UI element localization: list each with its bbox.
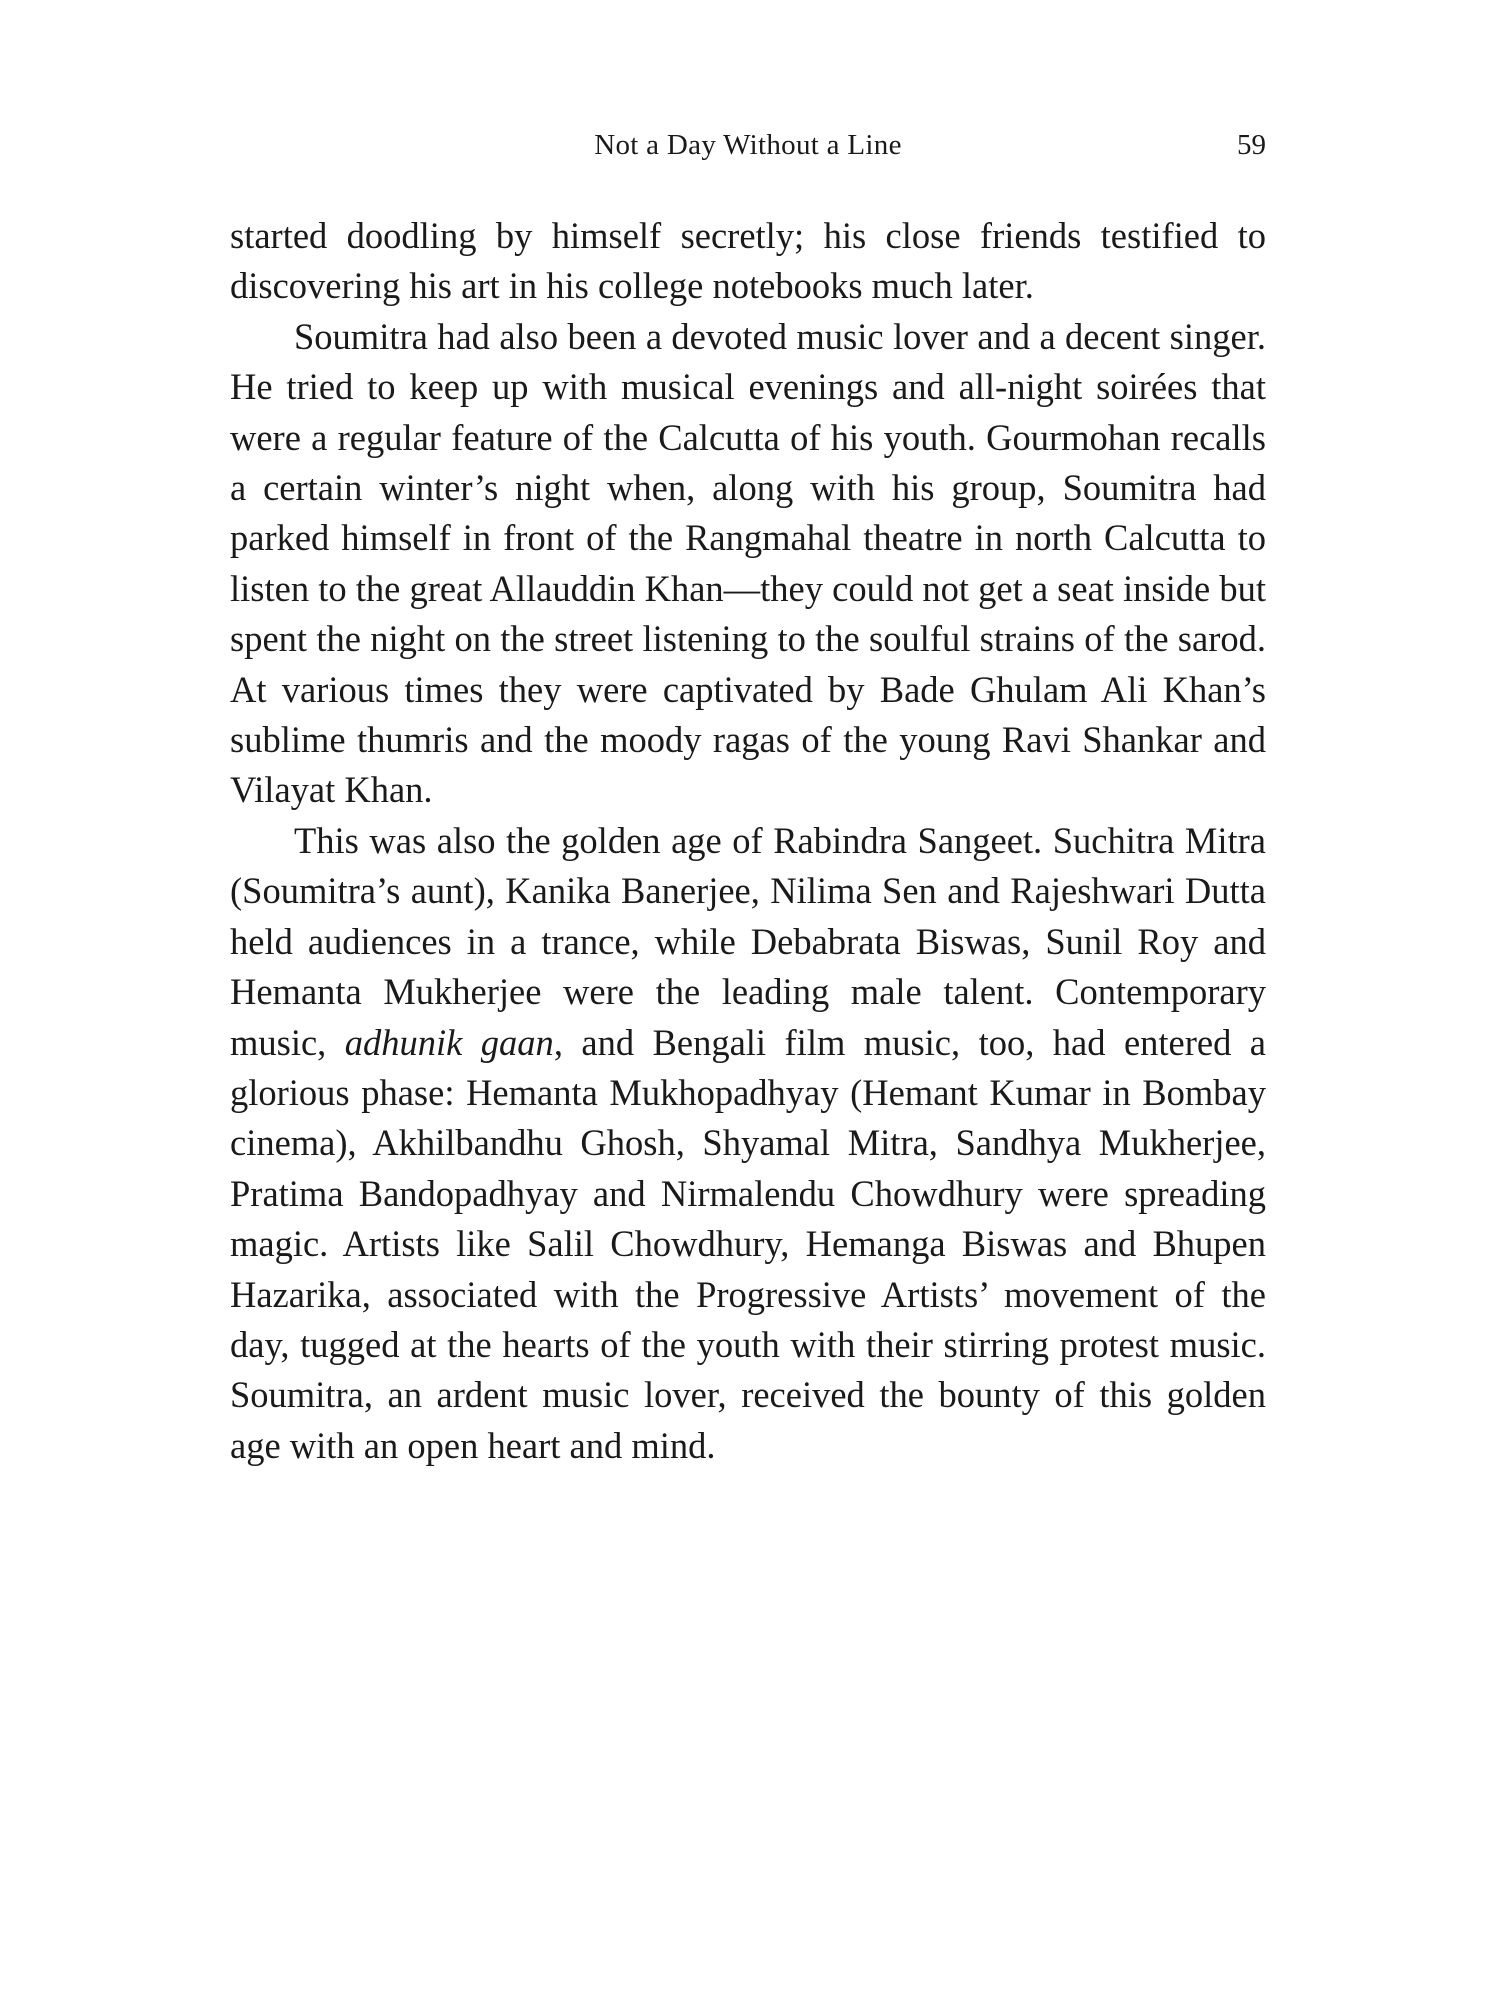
italic-term: adhunik gaan [344, 1021, 554, 1063]
running-head [230, 125, 1266, 165]
paragraph-continuation [230, 211, 1266, 312]
running-title: Not a Day Without a Line [594, 129, 902, 161]
paragraph-text: , and Bengali film music, too, had entered a glorious phase: Hemanta Mukhopadhyay (Hemant Kumar in Bombay cinema), Akhilbandhu Ghosh, Shyamal Mitra, Sandhya Mukherjee, Pratima Bandopadhyay and Nirmalendu Chowdhury were spreading magic. Artists like Salil Chowdhury, Hemanga Biswas and Bhupen Hazarika, associated with the Progressive Artists’ movement of the day, tugged at the hearts of the youth with their stirring protest music. Soumitra, an ardent music lover, received the bounty of this golden age with an open heart and mind. [230, 1021, 1266, 1466]
paragraph-music-lover [230, 312, 1266, 816]
paragraph-text: This was also the golden age of Rabindra Sangeet. Suchitra Mitra (Soumitra’s aunt), Kanika Banerjee, Nilima Sen and Rajeshwari Dutta held audiences in a trance, while Debabrata Biswas, Sunil Roy and Hemanta Mukherjee were the leading male talent. Contemporary music, [230, 819, 1266, 1063]
body-text [230, 211, 1266, 1471]
paragraph-text: started doodling by himself secretly; his close friends testified to discovering his art in his college notebooks much later. [230, 215, 1266, 307]
paragraph-text: Soumitra had also been a devoted music lover and a decent singer. He tried to keep up with musical evenings and all-night soirées that were a regular feature of the Calcutta of his youth. Gourmohan recalls a certain winter’s night when, along with his group, Soumitra had parked himself in front of the Rangmahal theatre in north Calcutta to listen to the great Allauddin Khan—they could not get a seat inside but spent the night on the street listening to the soulful strains of the sarod. At various times they were captivated by Bade Ghulam Ali Khan’s sublime thumris and the moody ragas of the young Ravi Shankar and Vilayat Khan. [230, 315, 1266, 811]
page-number: 59 [1237, 129, 1266, 161]
paragraph-golden-age [230, 816, 1266, 1471]
